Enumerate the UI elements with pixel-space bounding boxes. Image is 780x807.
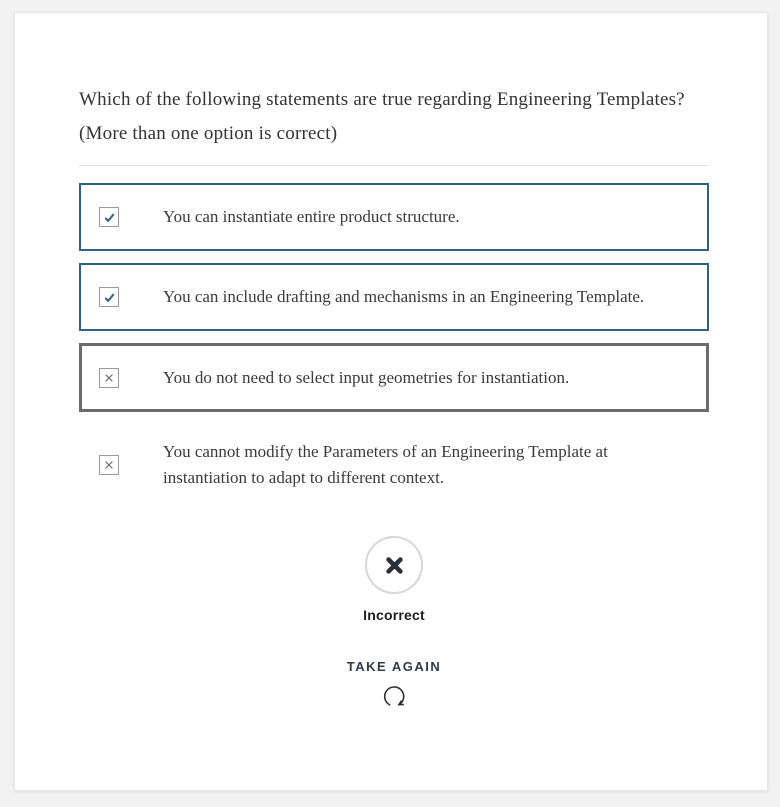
result-label: Incorrect bbox=[363, 607, 425, 623]
option-row[interactable] bbox=[79, 183, 709, 251]
x-icon bbox=[385, 556, 404, 575]
feedback-section bbox=[79, 536, 709, 623]
option-label: You can instantiate entire product structure. bbox=[163, 207, 460, 226]
cross-icon bbox=[103, 459, 115, 471]
question-text: Which of the following statements are true regarding Engineering Templates? (More than one option is correct) bbox=[79, 89, 685, 144]
option-label: You can include drafting and mechanisms in an Engineering Template. bbox=[163, 287, 645, 306]
option-row[interactable] bbox=[79, 343, 709, 412]
option-row[interactable] bbox=[79, 424, 709, 506]
checkbox[interactable] bbox=[99, 455, 119, 475]
checkbox[interactable] bbox=[99, 368, 119, 388]
option-label: You cannot modify the Parameters of an Engineering Template at instantiation to adapt to different context. bbox=[163, 442, 608, 487]
cross-icon bbox=[103, 372, 115, 384]
checkbox[interactable] bbox=[99, 287, 119, 307]
checkbox[interactable] bbox=[99, 207, 119, 227]
options-list bbox=[79, 183, 709, 506]
refresh-icon bbox=[381, 683, 408, 710]
quiz-content bbox=[15, 13, 767, 710]
option-label: You do not need to select input geometries for instantiation. bbox=[163, 367, 570, 387]
check-icon bbox=[103, 211, 116, 224]
take-again-label: TAKE AGAIN bbox=[346, 659, 442, 674]
question-divider bbox=[79, 165, 709, 166]
check-icon bbox=[103, 291, 116, 304]
take-again-button[interactable] bbox=[79, 659, 709, 710]
option-row[interactable] bbox=[79, 263, 709, 331]
incorrect-circle-icon bbox=[365, 536, 423, 594]
quiz-card bbox=[14, 12, 768, 791]
